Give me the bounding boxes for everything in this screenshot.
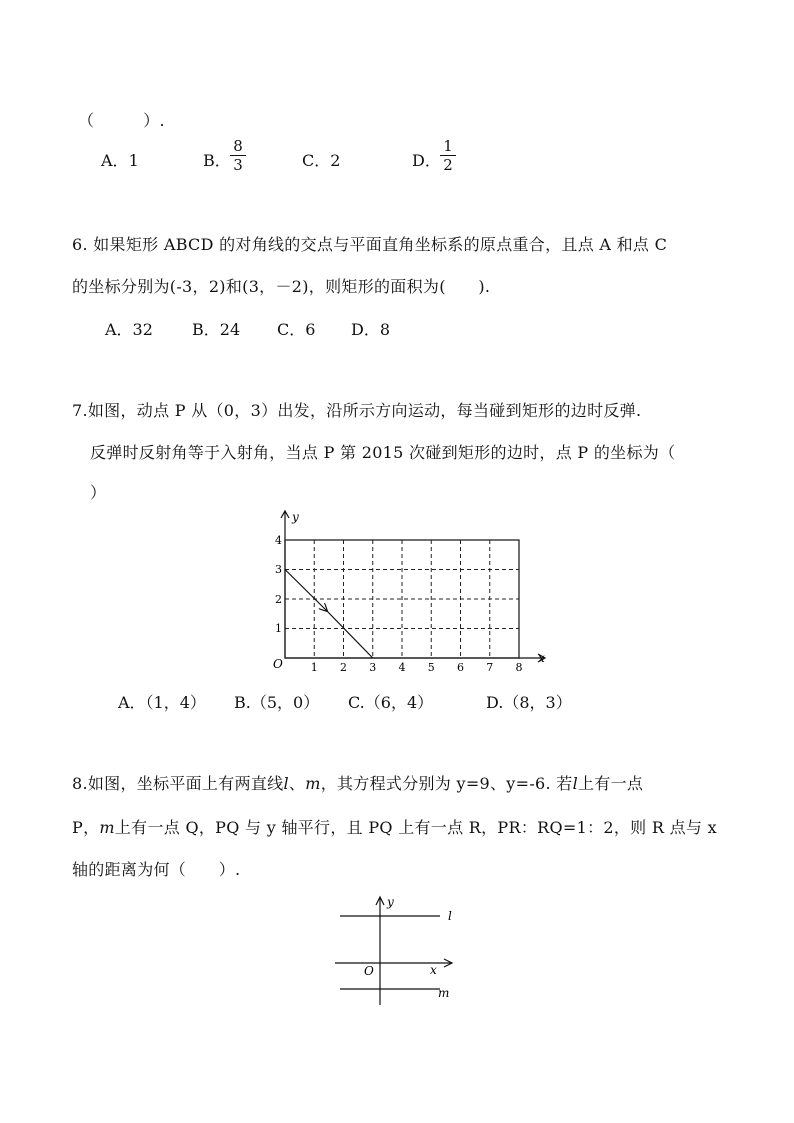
line-l-label: l <box>448 909 452 923</box>
q7-text-line1: 7.如图，动点 P 从（0，3）出发，沿所示方向运动，每当碰到矩形的边时反弹. <box>72 401 642 420</box>
origin-label: O <box>364 964 374 978</box>
q8-line1-part: 、 <box>288 774 306 793</box>
x-tick-label: 5 <box>427 661 435 674</box>
y-tick-label: 4 <box>275 534 282 547</box>
y-tick-label: 3 <box>275 563 282 576</box>
y-tick-label: 1 <box>275 622 282 635</box>
q5-option-b-letter: B． <box>203 151 231 170</box>
q5-option-a-value: 1 <box>128 151 139 170</box>
q5-option-b-numerator: 8 <box>233 137 243 155</box>
q8-line-m-symbol: m <box>99 818 115 837</box>
y-axis-label: y <box>292 510 299 524</box>
q8-line2-part: 上有一点 Q，PQ 与 y 轴平行，且 PQ 上有一点 R，PR：RQ=1：2，则 R 点与 x <box>114 818 717 837</box>
x-axis-label: x <box>538 651 545 665</box>
y-tick-label: 2 <box>275 593 282 606</box>
q6-option-a: A．32 <box>105 320 153 339</box>
q5-option-d-numerator: 1 <box>443 137 453 155</box>
q8-line1-part: 上有一点 <box>578 774 644 793</box>
q7-grid-figure <box>255 505 555 687</box>
q6-option-c: C．6 <box>277 320 316 339</box>
q5-answer-blank: （ ）. <box>78 111 165 130</box>
q5-option-b-denominator: 3 <box>233 156 243 174</box>
x-tick-label: 1 <box>310 661 318 674</box>
q7-option-b: B.（5，0） <box>234 693 320 712</box>
q5-option-c <box>302 148 340 171</box>
q5-option-a-letter: A． <box>101 151 129 170</box>
q7-text-line3: ） <box>90 483 107 502</box>
q8-line2-part: P， <box>72 818 100 837</box>
x-tick-label: 8 <box>515 661 523 674</box>
q6-option-d: D．8 <box>351 320 391 339</box>
grid-lines <box>285 540 519 658</box>
q5-option-d-fraction <box>440 138 456 173</box>
q7-option-c: C.（6，4） <box>348 693 434 712</box>
q8-line-l-symbol: l <box>572 774 579 793</box>
q5-option-b-fraction <box>230 138 246 173</box>
q8-text-line3: 轴的距离为何（ ）. <box>72 860 241 879</box>
q8-text-line1 <box>72 771 643 794</box>
q7-option-d: D.（8，3） <box>486 693 572 712</box>
q5-option-d-letter: D． <box>412 151 441 170</box>
q8-line-m-symbol: m <box>305 774 321 793</box>
q8-line1-part: ，其方程式分别为 y=9、y=-6. 若 <box>320 774 573 793</box>
q8-line1-part: 8.如图，坐标平面上有两直线 <box>72 774 284 793</box>
q6-option-b: B．24 <box>192 320 241 339</box>
p-path-segment <box>327 611 373 658</box>
x-tick-label: 7 <box>486 661 494 674</box>
q5-option-c-value: 2 <box>330 151 341 170</box>
origin-label: O <box>273 657 283 671</box>
y-tick-labels <box>275 534 282 635</box>
q6-text-line1: 6. 如果矩形 ABCD 的对角线的交点与平面直角坐标系的原点重合，且点 A 和点 C <box>72 235 668 254</box>
q8-line-l-symbol: l <box>283 774 289 793</box>
x-tick-label: 2 <box>340 661 347 674</box>
x-tick-label: 3 <box>369 661 377 674</box>
x-axis-label: x <box>430 963 437 977</box>
line-m-label: m <box>438 986 450 1000</box>
q7-text-line2: 反弹时反射角等于入射角，当点 P 第 2015 次碰到矩形的边时，点 P 的坐标为（ <box>90 443 676 462</box>
q7-option-a: A．（1，4） <box>118 693 206 712</box>
x-tick-labels <box>311 661 523 674</box>
q5-option-d-denominator: 2 <box>443 156 453 174</box>
q8-lines-figure <box>330 893 470 1008</box>
p-path-arrow <box>285 570 327 612</box>
x-tick-label: 4 <box>398 661 406 674</box>
q5-option-c-letter: C． <box>302 151 331 170</box>
q5-option-a <box>101 148 139 171</box>
y-axis-label: y <box>387 895 394 909</box>
q6-text-line2: 的坐标分别为(-3，2)和(3，－2)，则矩形的面积为( ). <box>72 277 491 296</box>
x-tick-label: 6 <box>457 661 464 674</box>
q8-text-line2 <box>72 815 717 838</box>
